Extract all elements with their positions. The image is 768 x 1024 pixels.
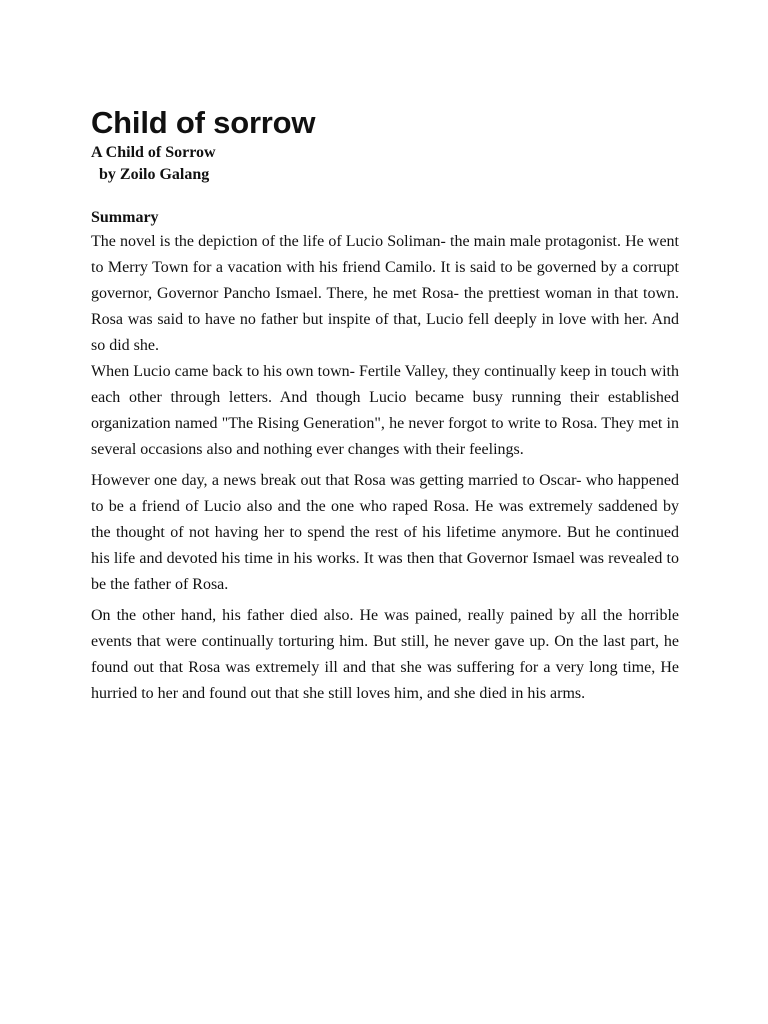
author-byline: by Zoilo Galang (91, 166, 210, 183)
book-title: A Child of Sorrow (91, 144, 216, 161)
summary-paragraph: When Lucio came back to his own town- Fertile Valley, they continually keep in touch with each other through letters. And though Lucio became busy running their established organization named "The Rising Generation", he never forgot to write to Rosa. They met in several occasions also and nothing ever changes with their feelings. (91, 363, 679, 458)
summary-paragraph: On the other hand, his father died also. He was pained, really pained by all the horrible events that were continually torturing him. But still, he never gave up. On the last part, he found out that Rosa was extremely ill and that she was suffering for a very long time, He hurried to her and found out that she still loves him, and she died in his arms. (91, 607, 679, 702)
summary-heading: Summary (91, 209, 159, 226)
document-page (91, 104, 679, 707)
summary-paragraph: The novel is the depiction of the life of Lucio Soliman- the main male protagonist. He went to Merry Town for a vacation with his friend Camilo. It is said to be governed by a corrupt governor, Governor Pancho Ismael. There, he met Rosa- the prettiest woman in that town. Rosa was said to have no father but inspite of that, Lucio fell deeply in love with her. And so did she. (91, 233, 679, 354)
document-title: Child of sorrow (91, 105, 316, 140)
summary-paragraph: However one day, a news break out that Rosa was getting married to Oscar- who happened to be a friend of Lucio also and the one who raped Rosa. He was extremely saddened by the thought of not having her to spend the rest of his lifetime anymore. But he continued his life and devoted his time in his works. It was then that Governor Ismael was revealed to be the father of Rosa. (91, 472, 679, 593)
